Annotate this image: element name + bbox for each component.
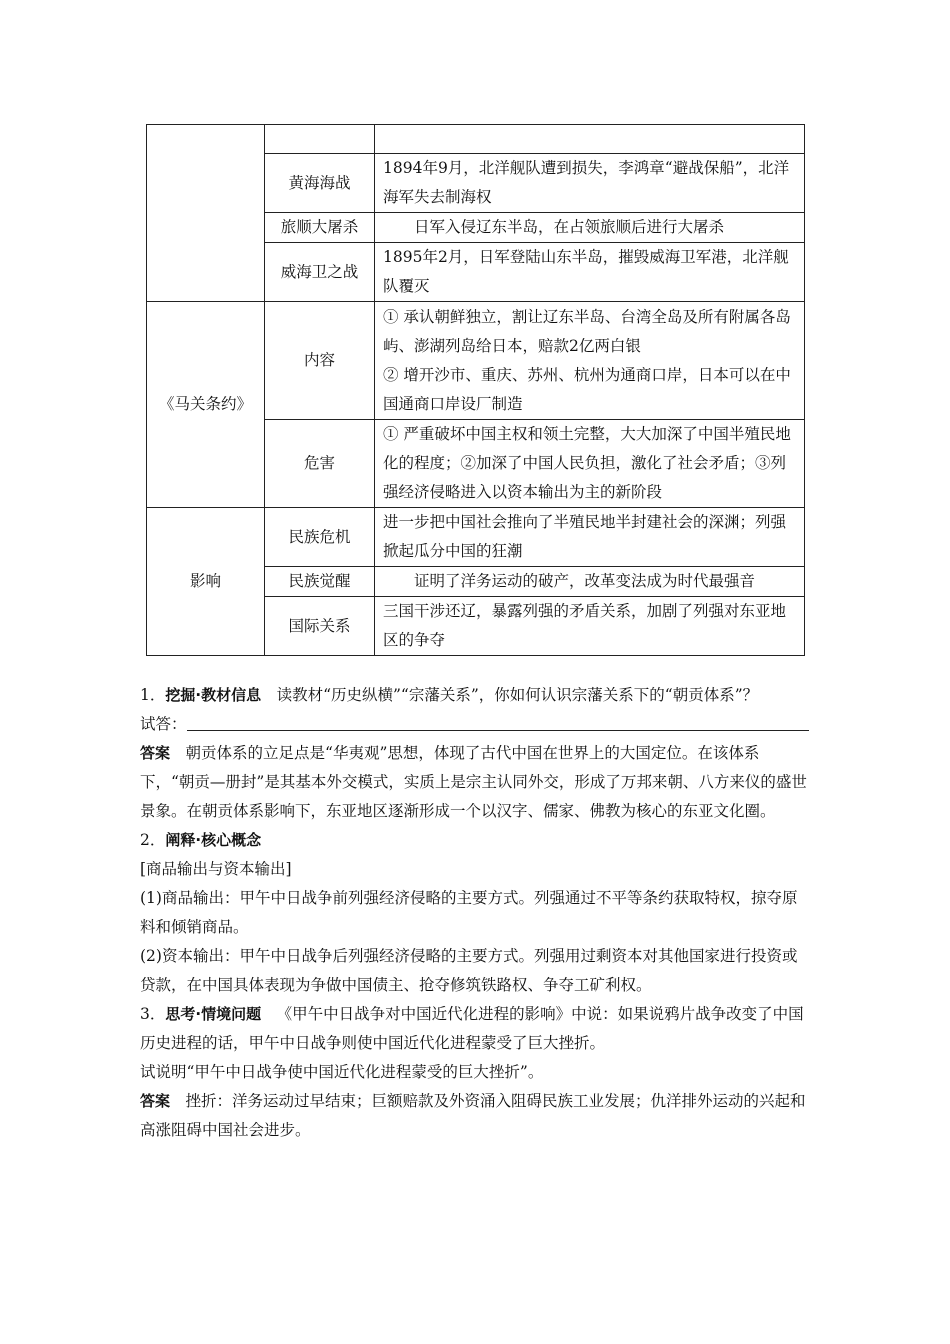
answer-line [140, 710, 812, 739]
question-prompt: 试说明“甲午中日战争使中国近代化进程蒙受的巨大挫折”。 [140, 1063, 544, 1081]
event-desc: 1894年9月，北洋舰队遭到损失，李鸿章“避战保船”，北洋海军失去制海权 [375, 154, 805, 213]
question-1 [140, 681, 812, 710]
question-number: 1． [140, 686, 166, 704]
answer-blank[interactable] [187, 710, 809, 731]
table-cell [375, 125, 805, 154]
concept-heading: [商品输出与资本输出] [140, 860, 292, 878]
question-label: 阐释·核心概念 [165, 831, 262, 849]
answer-3 [140, 1087, 812, 1145]
table-row [147, 125, 805, 154]
impact-desc: 进一步把中国社会推向了半殖民地半封建社会的深渊；列强掀起瓜分中国的狂潮 [375, 508, 805, 567]
answer-1 [140, 739, 812, 826]
impact-item: 国际关系 [265, 597, 375, 656]
answer-text: 挫折：洋务运动过早结束；巨额赔款及外资涌入阻碍民族工业发展；仇洋排外运动的兴起和高涨阻碍中国社会进步。 [140, 1092, 806, 1139]
try-answer-label: 试答： [140, 715, 187, 733]
table-row [147, 508, 805, 567]
treaty-harm-label: 危害 [265, 420, 375, 508]
impact-desc: 三国干涉还辽，暴露列强的矛盾关系，加剧了列强对东亚地区的争夺 [375, 597, 805, 656]
event-name: 黄海海战 [265, 154, 375, 213]
question-text: 读教材“历史纵横”“宗藩关系”，你如何认识宗藩关系下的“朝贡体系”？ [276, 686, 759, 704]
impact-item: 民族觉醒 [265, 567, 375, 597]
table-cell [147, 125, 265, 302]
table-row [147, 302, 805, 420]
treaty-content-item: ① 承认朝鲜独立，割让辽东半岛、台湾全岛及所有附属各岛屿、澎湖列岛给日本，赔款2亿两白银 [383, 307, 791, 355]
impact-desc: 证明了洋务运动的破产，改革变法成为时代最强音 [375, 567, 805, 597]
treaty-content-item: ② 增开沙市、重庆、苏州、杭州为通商口岸，日本可以在中国通商口岸设厂制造 [383, 365, 791, 413]
treaty-harm: ① 严重破坏中国主权和领土完整，大大加深了中国半殖民地化的程度；②加深了中国人民负担，激化了社会矛盾；③列强经济侵略进入以资本输出为主的新阶段 [375, 420, 805, 508]
answer-text: 朝贡体系的立足点是“华夷观”思想，体现了古代中国在世界上的大国定位。在该体系下，“朝贡—册封”是其基本外交模式，实质上是宗主认同外交，形成了万邦来朝、八方来仪的盛世景象。在朝贡体系影响下，东亚地区逐渐形成一个以汉字、儒家、佛教为核心的东亚文化圈。 [140, 744, 807, 820]
concept-paragraph: (1)商品输出：甲午中日战争前列强经济侵略的主要方式。列强通过不平等条约获取特权，掠夺原料和倾销商品。 [140, 889, 798, 936]
treaty-content-label: 内容 [265, 302, 375, 420]
event-name: 威海卫之战 [265, 243, 375, 302]
question-label: 挖掘·教材信息 [165, 686, 262, 704]
concept-paragraph: (2)资本输出：甲午中日战争后列强经济侵略的主要方式。列强用过剩资本对其他国家进行投资或贷款，在中国具体表现为争做中国债主、抢夺修筑铁路权、争夺工矿利权。 [140, 947, 798, 994]
treaty-name: 《马关条约》 [147, 302, 265, 508]
question-3 [140, 1000, 812, 1058]
impact-item: 民族危机 [265, 508, 375, 567]
event-desc: 1895年2月，日军登陆山东半岛，摧毁威海卫军港，北洋舰队覆灭 [375, 243, 805, 302]
question-number: 2． [140, 831, 166, 849]
table-cell [265, 125, 375, 154]
question-2 [140, 826, 812, 855]
answer-label: 答案 [140, 744, 171, 762]
question-label: 思考·情境问题 [165, 1005, 262, 1023]
event-name: 旅顺大屠杀 [265, 213, 375, 243]
question-section [140, 681, 812, 1145]
impact-label: 影响 [147, 508, 265, 656]
question-number: 3． [140, 1005, 166, 1023]
question-text: 《甲午中日战争对中国近代化进程的影响》中说：如果说鸦片战争改变了中国历史进程的话，甲午中日战争则使中国近代化进程蒙受了巨大挫折。 [140, 1005, 804, 1052]
treaty-content [375, 302, 805, 420]
event-desc: 日军入侵辽东半岛，在占领旅顺后进行大屠杀 [375, 213, 805, 243]
sino-japanese-war-table [146, 124, 805, 656]
answer-label: 答案 [140, 1092, 171, 1110]
